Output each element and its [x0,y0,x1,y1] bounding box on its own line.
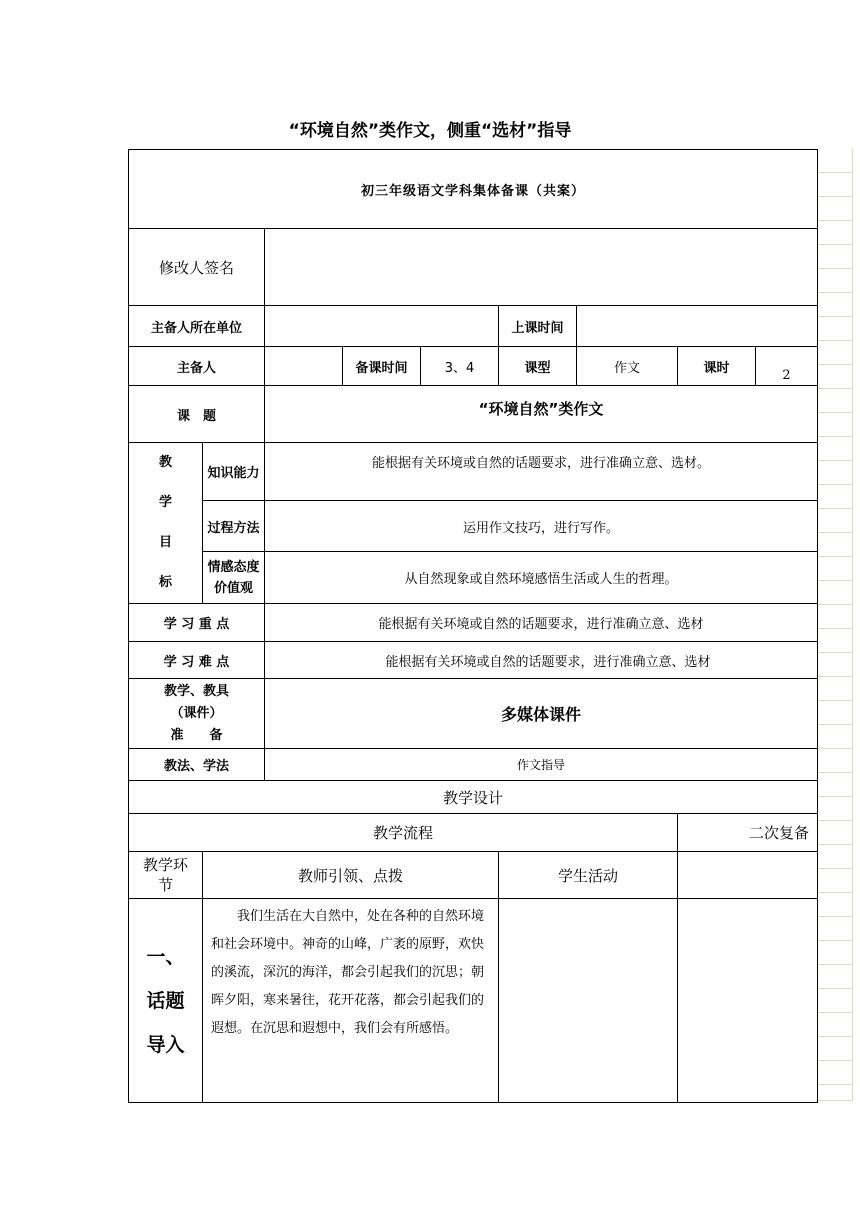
lesson-type-value: 作文 [577,347,678,386]
objectives-char: 教 [158,455,172,470]
section1-stage [129,899,203,1103]
second-prep-column [678,852,818,899]
lead-unit-label: 主备人所在单位 [129,306,265,347]
tools-label-line: 教学、教具 [163,683,229,699]
stage-line: 导入 [146,1033,185,1056]
difficulties-label: 学 习 难 点 [129,642,265,679]
emotion-label-line: 情感态度 [207,559,260,575]
process-label: 过程方法 [203,501,265,552]
tools-label [129,679,265,749]
page-heading: “环境自然”类作文，侧重“选材”指导 [288,121,572,141]
lead-person-label: 主备人 [129,347,265,386]
lesson-plan-table [128,149,818,1103]
tools-label-line: （课件） [170,705,223,721]
emotion-label-line: 价值观 [213,580,253,596]
section1-second-prep [678,899,818,1103]
topic-value: “环境自然”类作文 [265,386,818,443]
prep-time-value: 3、4 [421,347,499,386]
margin-grid [817,149,853,1101]
student-column-header: 学生活动 [499,852,678,899]
stage-header-line: 教学环 [142,856,188,874]
class-time-field [577,306,818,347]
key-points-label: 学 习 重 点 [129,604,265,642]
stage-column-header [129,852,203,899]
methods-label: 教法、学法 [129,749,265,781]
knowledge-label: 知识能力 [203,443,265,501]
section1-student-activity [499,899,678,1103]
section1-teacher-text: 我们生活在大自然中，处在各种的自然环境和社会环境中。神奇的山峰，广袤的原野，欢快的溪流，深沉的海洋，都会引起我们的沉思；朝晖夕阳，寒来暑往，花开花落，都会引起我们的遐想。在沉思和遐想中，我们会有所感悟。 [203,899,499,1103]
emotion-value: 从自然现象或自然环境感悟生活或人生的哲理。 [265,552,818,604]
emotion-label [203,552,265,604]
second-prep-header: 二次复备 [678,814,818,852]
lead-person-field [265,347,343,386]
stage-line: 话题 [146,989,185,1012]
topic-label: 课 题 [129,386,265,443]
lesson-type-label: 课型 [499,347,577,386]
lead-unit-field [265,306,499,347]
prep-time-label: 备课时间 [343,347,421,386]
teacher-column-header: 教师引领、点拨 [203,852,499,899]
periods-value: 2 [756,347,818,386]
class-time-label: 上课时间 [499,306,577,347]
key-points-value: 能根据有关环境或自然的话题要求，进行准确立意、选材 [265,604,818,642]
stage-header-line: 节 [157,876,173,894]
document-title: 初三年级语文学科集体备课（共案） [129,150,818,229]
reviser-signature-label: 修改人签名 [129,229,265,306]
stage-line: 一、 [146,945,185,968]
difficulties-value: 能根据有关环境或自然的话题要求，进行准确立意、选材 [265,642,818,679]
knowledge-value: 能根据有关环境或自然的话题要求，进行准确立意、选材。 [265,443,818,501]
reviser-signature-field [265,229,818,306]
objectives-char: 标 [158,575,172,590]
objectives-char: 学 [158,495,172,510]
objectives-label [129,443,203,604]
tools-value: 多媒体课件 [265,679,818,749]
tools-label-line: 准 备 [170,727,223,743]
design-header: 教学设计 [129,781,818,814]
objectives-char: 目 [158,535,172,550]
periods-label: 课时 [678,347,756,386]
process-value: 运用作文技巧，进行写作。 [265,501,818,552]
flow-header: 教学流程 [129,814,678,852]
methods-value: 作文指导 [265,749,818,781]
